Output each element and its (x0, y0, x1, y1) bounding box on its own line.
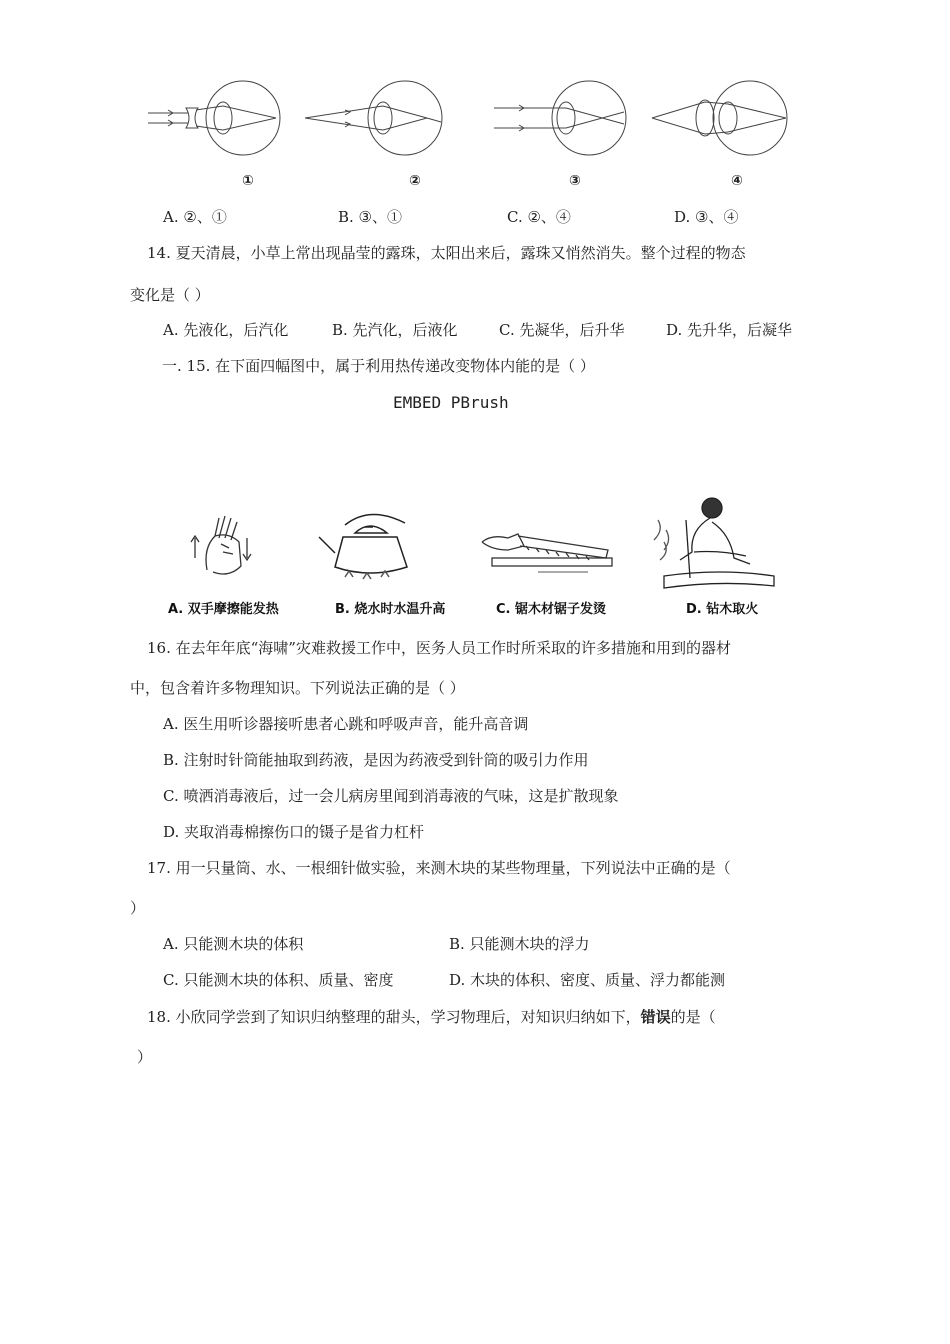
q17-option-a[interactable]: A. 只能测木块的体积 (163, 935, 304, 953)
q18-stem-line1 (147, 1007, 716, 1027)
q14-stem-line2: 变化是（ ） (130, 286, 210, 304)
eye-diagram-1 (148, 80, 288, 160)
q14-option-b[interactable]: B. 先汽化，后液化 (332, 321, 458, 339)
q18-stem-bold: 错误 (640, 1008, 671, 1026)
q14-option-d[interactable]: D. 先升华，后凝华 (666, 321, 793, 339)
hands-rubbing-image (185, 508, 265, 588)
q17-stem-line1: 17. 用一只量筒、水、一根细针做实验，来测木块的某些物理量，下列说法中正确的是（ (147, 859, 731, 877)
q15-caption-c: C. 锯木材锯子发烫 (496, 602, 607, 617)
q15-caption-b: B. 烧水时水温升高 (335, 602, 446, 617)
saw-image (478, 520, 618, 580)
kettle-image (315, 505, 425, 590)
embed-placeholder: EMBED PBrush (393, 393, 509, 412)
q17-option-c[interactable]: C. 只能测木块的体积、质量、密度 (163, 971, 394, 989)
eye-diagram-2 (305, 80, 445, 160)
eye-diagram-4 (650, 80, 790, 160)
q16-option-d[interactable]: D. 夹取消毒棉擦伤口的镊子是省力杠杆 (163, 823, 425, 841)
q15-stem: 一. 15. 在下面四幅图中，属于利用热传递改变物体内能的是（ ） (162, 357, 595, 375)
eye-diagram-3 (494, 80, 634, 160)
q18-stem-line2: ） (137, 1048, 153, 1066)
drilling-fire-image (650, 490, 780, 595)
q16-stem-line1: 16. 在去年年底“海啸”灾难救援工作中，医务人员工作时所采取的许多措施和用到的器材 (147, 639, 731, 657)
q18-stem-after: 的是（ (670, 1008, 716, 1026)
q14-stem-line1: 14. 夏天清晨，小草上常出现晶莹的露珠，太阳出来后，露珠又悄然消失。整个过程的物态 (147, 244, 746, 262)
q13-option-a[interactable]: A. ②、① (163, 208, 227, 226)
figure-label-1: ① (242, 173, 254, 189)
q16-option-b[interactable]: B. 注射时针筒能抽取到药液，是因为药液受到针筒的吸引力作用 (163, 751, 589, 769)
q13-option-c[interactable]: C. ②、④ (507, 208, 571, 226)
figure-label-4: ④ (731, 173, 743, 189)
q17-option-b[interactable]: B. 只能测木块的浮力 (449, 935, 590, 953)
q18-stem-before: 18. 小欣同学尝到了知识归纳整理的甜头，学习物理后，对知识归纳如下， (147, 1008, 641, 1026)
q16-option-a[interactable]: A. 医生用听诊器接听患者心跳和呼吸声音，能升高音调 (163, 715, 529, 733)
q16-option-c[interactable]: C. 喷洒消毒液后，过一会儿病房里闻到消毒液的气味，这是扩散现象 (163, 787, 619, 805)
q16-stem-line2: 中，包含着许多物理知识。下列说法正确的是（ ） (130, 679, 465, 697)
figure-label-3: ③ (569, 173, 581, 189)
q13-option-b[interactable]: B. ③、① (338, 208, 403, 226)
q15-caption-a: A. 双手摩擦能发热 (168, 602, 279, 617)
q17-option-d[interactable]: D. 木块的体积、密度、质量、浮力都能测 (449, 971, 726, 989)
q14-option-a[interactable]: A. 先液化，后汽化 (163, 321, 289, 339)
q15-caption-d: D. 钻木取火 (686, 602, 759, 617)
figure-label-2: ② (409, 173, 421, 189)
q14-option-c[interactable]: C. 先凝华，后升华 (499, 321, 625, 339)
q17-stem-line2: ） (130, 899, 146, 917)
q13-option-d[interactable]: D. ③、④ (674, 208, 739, 226)
